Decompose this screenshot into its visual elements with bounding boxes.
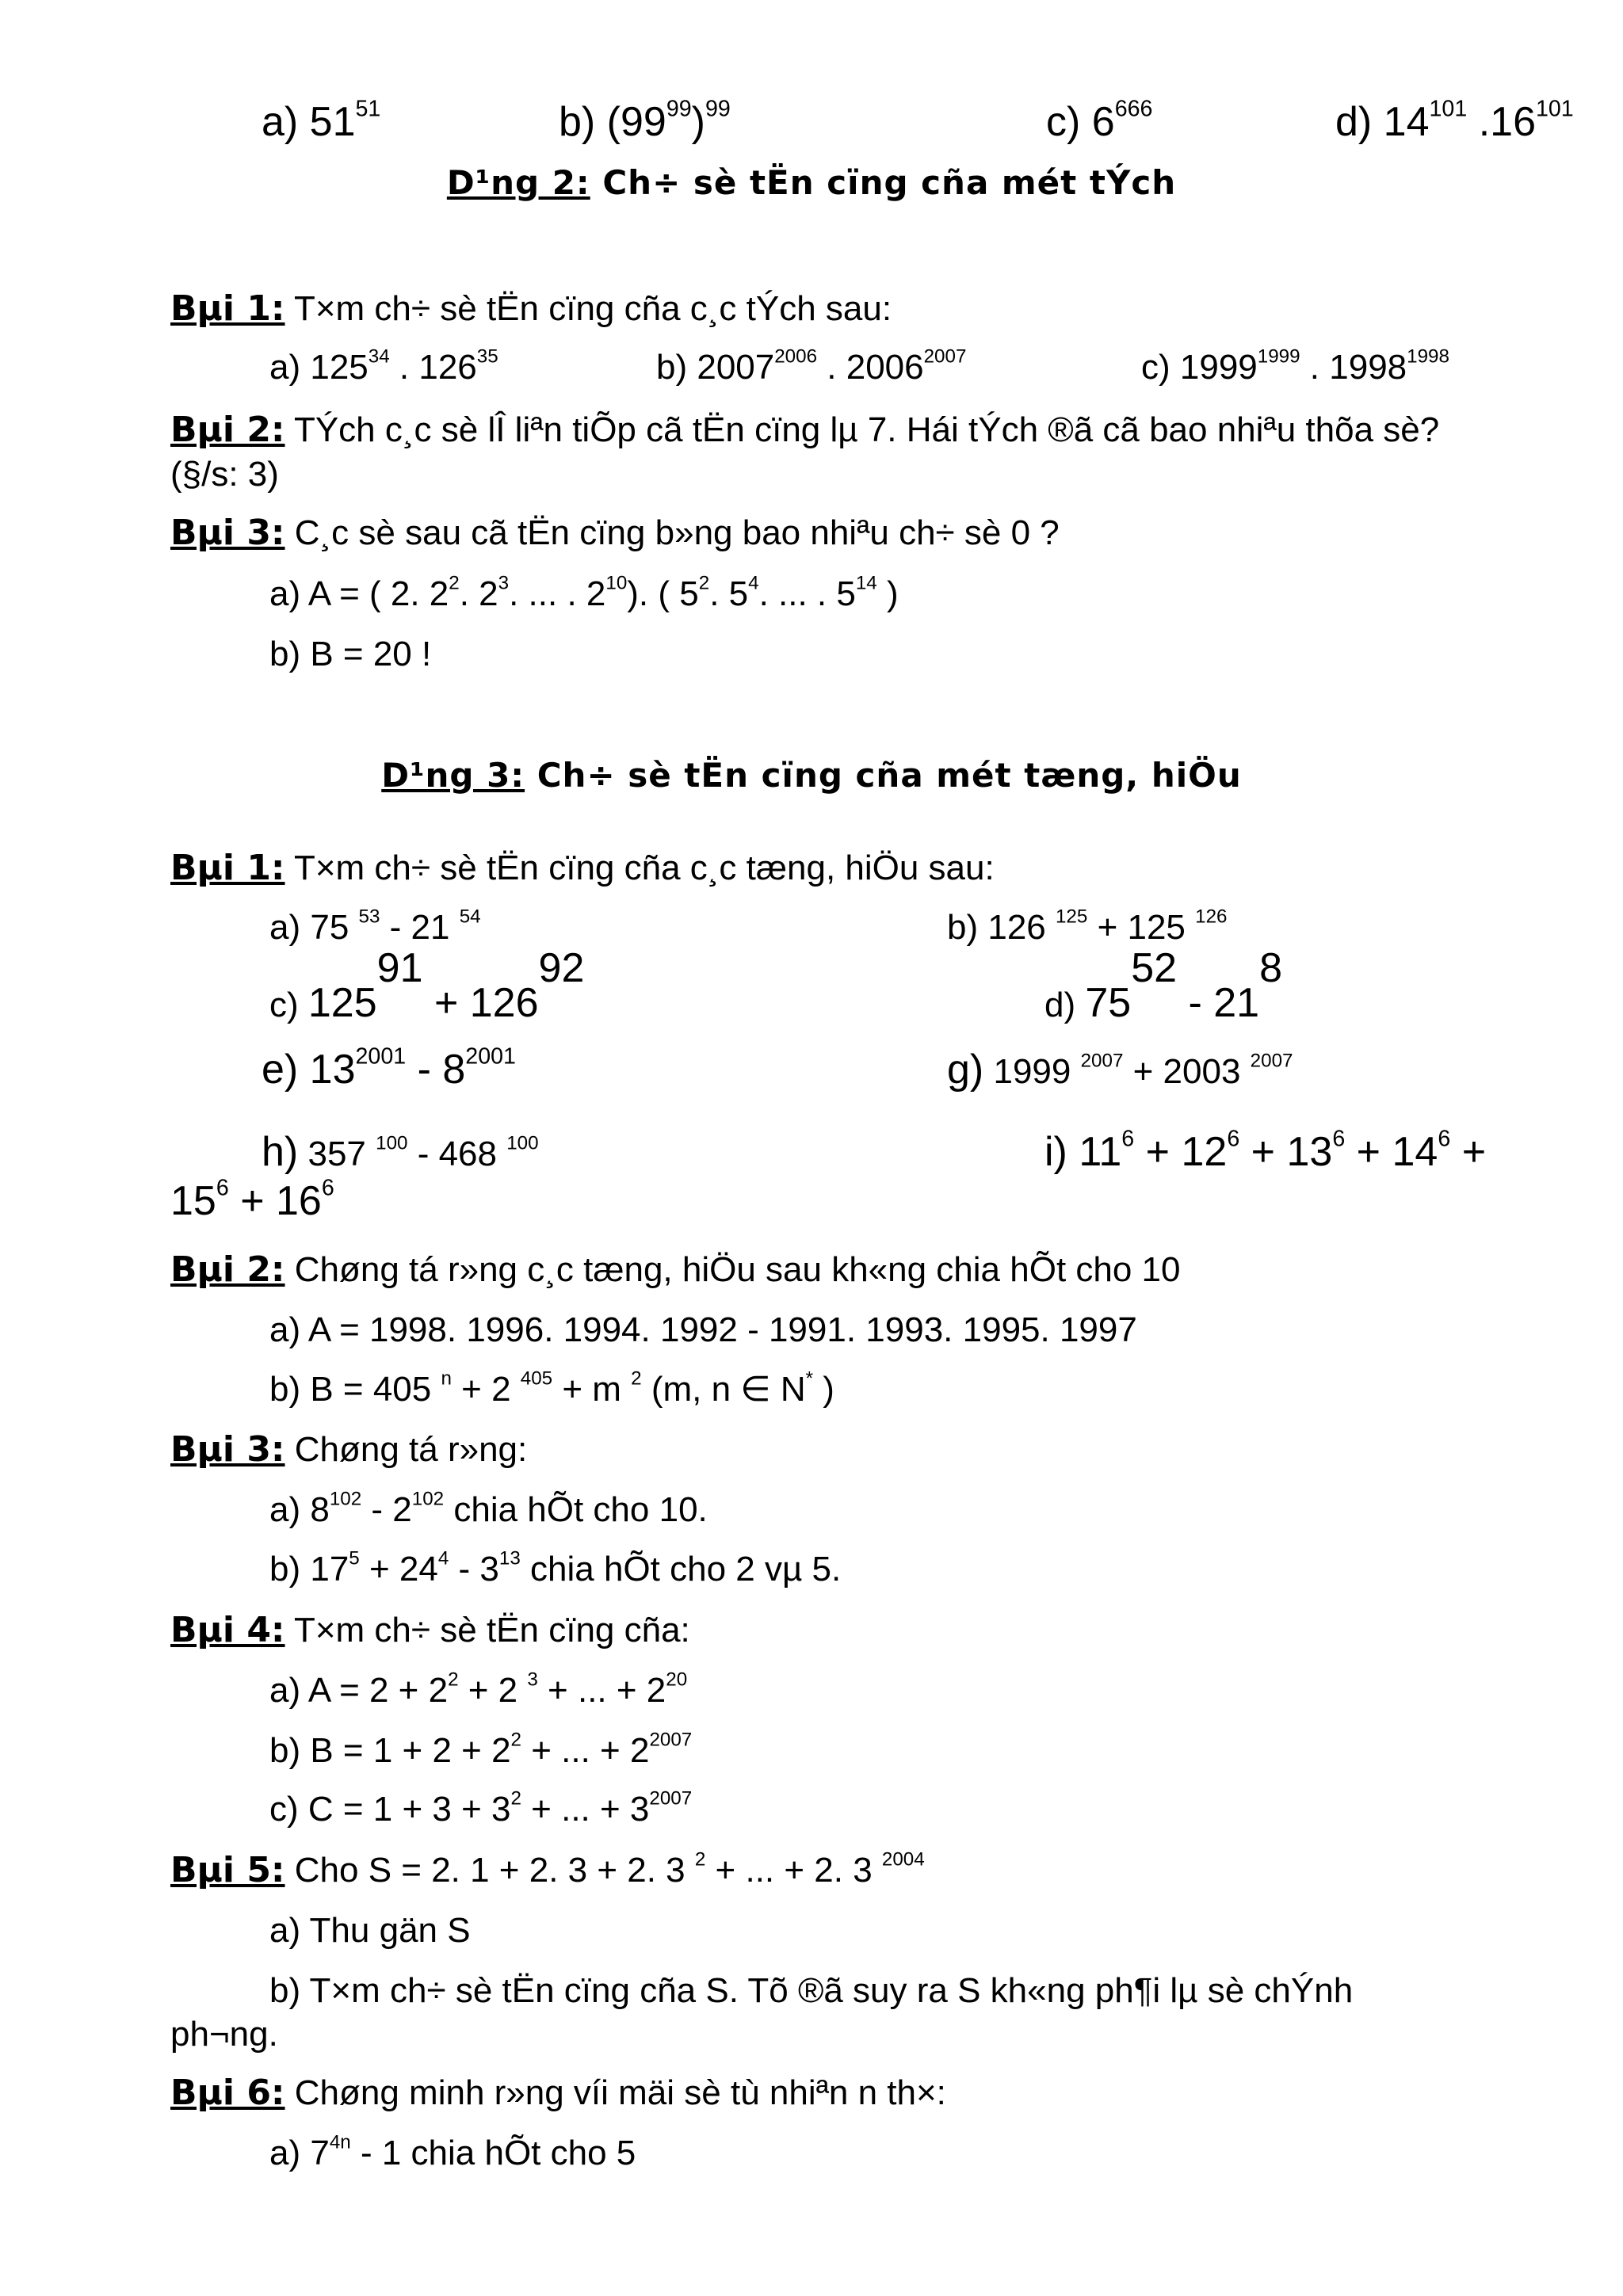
d3-bai1-item-c: c) $125^{91} + 126^{92}$ <box>269 945 585 1027</box>
top-item-b: b) $(99^{99})^{99}$ <box>559 96 731 145</box>
d3-bai1-item-h: h) 357 $^{100}$ - 468 $^{100}$ <box>262 1129 539 1175</box>
d3-bai4-item-c: c) $C = 1 + 3 + 3^2$ + ... + $3^{2007}$ <box>269 1787 693 1829</box>
d3-bai1-item-e: e) $13^{2001} - 8^{2001}$ <box>262 1043 516 1093</box>
d2-bai1-item-c: c) $1999^{1999}$ . $1998^{1998}$ <box>1141 345 1449 387</box>
d3-bai1-item-d: d) $75^{52} - 21^8$ <box>1044 945 1283 1027</box>
d3-bai4-heading: Bµi 4: T×m ch÷ sè tËn cïng cña: <box>170 1610 690 1650</box>
d3-bai2-item-a: a) A = 1998. 1996. 1994. 1992 - 1991. 1993. 1995. 1997 <box>269 1310 1137 1349</box>
d3-bai5-item-b-cont: ph¬ng. <box>170 2015 278 2054</box>
d3-bai6-item-a: a) $7^{4n} - 1$ chia hÕt cho 5 <box>269 2131 636 2172</box>
d3-bai3-item-a: a) $8^{102} - 2^{102}$ chia hÕt cho 10. <box>269 1488 708 1529</box>
d3-bai6-heading: Bµi 6: Chøng minh r»ng víi mäi sè tù nhiªn n th×: <box>170 2073 946 2113</box>
d2-bai3-item-a: a) A = ( 2. $2^2$. $2^3$. ... . $2^{10}$). ( $5^2$. $5^4$. ... . $5^{14}$ ) <box>269 572 899 613</box>
d3-bai3-item-b: b) $17^5 + 24^4 - 3^{13}$ chia hÕt cho 2 vµ 5. <box>269 1547 842 1589</box>
d3-bai1-item-i: i) $11^6 + 12^6 + 13^6 + 14^6$ + <box>1044 1126 1487 1175</box>
d3-bai1-item-g: g) 1999 $^{2007}$ + 2003 $^{2007}$ <box>947 1047 1293 1093</box>
d2-bai1-heading: Bµi 1: T×m ch÷ sè tËn cïng cña c¸c tÝch sau: <box>170 288 892 329</box>
top-item-c: c) $6^{666}$ <box>1046 96 1153 145</box>
d3-bai3-heading: Bµi 3: Chøng tá r»ng: <box>170 1429 528 1470</box>
d2-bai2-answer: (§/s: 3) <box>170 455 279 494</box>
d2-bai2-text: Bµi 2: TÝch c¸c sè lÎ liªn tiÕp cã tËn cïng lµ 7. Hái tÝch ®ã cã bao nhiªu thõa sè? <box>170 410 1440 450</box>
section-heading-dang-3: D¹ng 3: Ch÷ sè tËn cïng cña mét tæng, hiÖu <box>381 756 1242 795</box>
d3-bai2-heading: Bµi 2: Chøng tá r»ng c¸c tæng, hiÖu sau kh«ng chia hÕt cho 10 <box>170 1249 1181 1290</box>
d2-bai1-item-a: a) $125^{34}$ . $126^{35}$ <box>269 345 498 387</box>
d2-bai3-heading: Bµi 3: C¸c sè sau cã tËn cïng b»ng bao nhiªu ch÷ sè 0 ? <box>170 513 1060 553</box>
d2-bai1-item-b: b) $2007^{2006}$ . $2006^{2007}$ <box>656 345 967 387</box>
top-item-d: d) $14^{101}$ $.16^{101}$ <box>1335 96 1574 145</box>
d3-bai1-heading: Bµi 1: T×m ch÷ sè tËn cïng cña c¸c tæng, hiÖu sau: <box>170 848 995 888</box>
d3-bai4-item-b: b) $B = 1 + 2 + 2^2$ + ... + $2^{2007}$ <box>269 1729 693 1770</box>
d3-bai5-item-a: a) Thu gän S <box>269 1911 471 1950</box>
d3-bai1-item-i-cont: $15^6 + 16^6$ <box>170 1175 334 1224</box>
d2-bai3-item-b: b) B = 20 ! <box>269 635 432 673</box>
d3-bai1-item-b: b) 126 $^{125}$ + 125 $^{126}$ <box>947 906 1228 947</box>
d3-bai5-heading: Bµi 5: Cho S = 2. 1 + 2. 3 + 2. 3 $^2$ + ... + 2. 3 $^{2004}$ <box>170 1848 925 1890</box>
section-heading-dang-2: D¹ng 2: Ch÷ sè tËn cïng cña mét tÝch <box>446 163 1177 202</box>
d3-bai1-item-a: a) 75 $^{53}$ - 21 $^{54}$ <box>269 906 481 947</box>
d3-bai5-item-b: b) T×m ch÷ sè tËn cïng cña S. Tõ ®ã suy ra S kh«ng ph¶i lµ sè chÝnh <box>269 1971 1354 2010</box>
d3-bai4-item-a: a) $A = 2 + 2^2 + 2$ $^3$ + ... + $2^{20}$ <box>269 1669 688 1710</box>
d3-bai2-item-b: b) B = 405 $^n$ + 2 $^{405}$ + m $^2$ (m, n ∈ N* ) <box>269 1367 834 1409</box>
top-item-a: a) $51^{51}$ <box>262 96 381 145</box>
